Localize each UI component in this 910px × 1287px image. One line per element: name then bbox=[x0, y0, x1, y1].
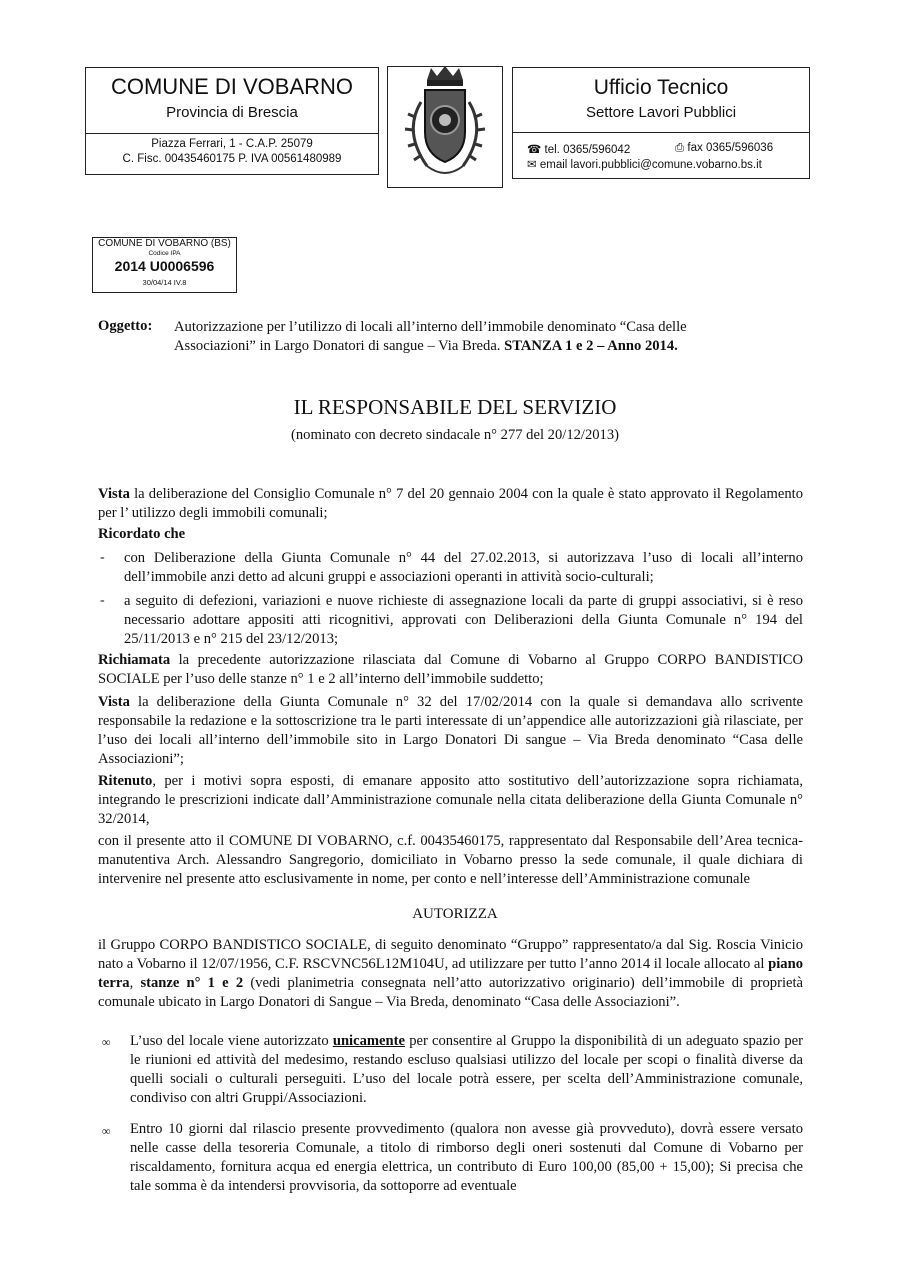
emphasis-unicamente: unicamente bbox=[332, 1033, 405, 1049]
recital-item-2: a seguito di defezioni, variazioni e nuove richieste di assegnazione locali da parte di gruppi associativi, si è reso necessario adottare appositi atti ricognitivi, approvati con Deliberazioni della Giunta Comunale n° 194 del 25/11/2013 e n° 215 del 23/12/2013; bbox=[124, 593, 803, 647]
document-title: IL RESPONSABILE DEL SERVIZIO bbox=[293, 395, 617, 419]
keyword-ricordato: Ricordato che bbox=[98, 526, 186, 542]
office-phone: tel. 0365/596042 bbox=[544, 144, 631, 156]
stamp-date: 30/04/14 IV.8 bbox=[142, 278, 187, 287]
paragraph-ritenuto: Ritenuto, per i motivi sopra esposti, di emanare apposito atto sostitutivo dell’autorizzazione sopra richiamata, integrando le prescrizioni indicate dall’Amministrazione comunale nella citata deliberazione della Giunta Comunale n° 32/2014, bbox=[98, 773, 803, 827]
keyword-ritenuto: Ritenuto bbox=[98, 773, 153, 789]
floor-label: piano terra bbox=[98, 956, 803, 991]
subject-label: Oggetto: bbox=[98, 318, 153, 334]
municipality-name: COMUNE DI VOBARNO bbox=[110, 74, 354, 99]
keyword-vista: Vista bbox=[98, 486, 130, 502]
phone-icon: ☎ bbox=[527, 144, 542, 156]
office-name: Ufficio Tecnico bbox=[593, 76, 729, 99]
stamp-code-label: Codice IPA bbox=[148, 250, 181, 257]
paragraph-vista-giunta: Vista la deliberazione della Giunta Comunale n° 32 del 17/02/2014 con la quale si demandava allo scrivente responsabile la redazione e la sottoscrizione tra le parti interessate di un’appendice alle autorizzazioni già rilasciate, per l’uso dei locali all’interno dell’immobile sito in Largo Donatori Di sangue – Via Breda denominato “Casa delle Associazioni”; bbox=[98, 694, 803, 767]
subject-text: Associazioni” in Largo Donatori di sangue – Via Breda. bbox=[174, 338, 505, 354]
office-email-line bbox=[527, 157, 762, 171]
paragraph-comune-representation: con il presente atto il COMUNE DI VOBARNO, c.f. 00435460175, rappresentato dal Responsabile dell’Area tecnica-manutentiva Arch. Alessandro Sangregorio, domiciliato in Vobarno presso la sede comunale, il quale dichiara di intervenire nel presente atto esclusivamente in nome, per conto e nell’interesse dell’Amministrazione comunale bbox=[98, 833, 803, 887]
recital-item-1: con Deliberazione della Giunta Comunale n° 44 del 27.02.2013, si autorizzava l’uso di locali all’interno dell’immobile anzi detto ad alcuni gruppi e associazioni operanti in attività socio-culturali; bbox=[124, 550, 803, 585]
keyword-vista: Vista bbox=[98, 694, 130, 710]
paragraph-authorization: il Gruppo CORPO BANDISTICO SOCIALE, di seguito denominato “Gruppo” rappresentato/a dal Sig. Roscia Vinicio nato a Vobarno il 12/07/1956, C.F. RSCVNC56L12M104U, ad utilizzare per tutto l’anno 2014 il locale allocato al piano terra, stanze n° 1 e 2 (vedi planimetria consegnata nell’atto autorizzativo originario) dell’immobile di proprietà comunale ubicato in Largo Donatori di Sangue – Via Breda, denominato “Casa delle Associazioni”. bbox=[98, 937, 804, 1010]
office-fax: fax 0365/596036 bbox=[687, 142, 774, 154]
rooms-label: stanze n° 1 e 2 bbox=[140, 975, 244, 991]
stamp-protocol-number: 2014 U0006596 bbox=[114, 258, 215, 274]
office-fax-line bbox=[675, 142, 773, 155]
municipality-address: Piazza Ferrari, 1 - C.A.P. 25079 bbox=[151, 138, 313, 150]
subject-line-1: Autorizzazione per l’utilizzo di locali all’interno dell’immobile denominato “Casa delle bbox=[174, 319, 687, 335]
document-subtitle: (nominato con decreto sindacale n° 277 del 20/12/2013) bbox=[290, 427, 620, 443]
autorizza-heading: AUTORIZZA bbox=[412, 906, 498, 922]
paragraph-richiamata: Richiamata la precedente autorizzazione rilasciata dal Comune di Vobarno al Gruppo CORPO BANDISTICO SOCIALE per l’uso delle stanze n° 1 e 2 all’interno dell’immobile suddetto; bbox=[98, 652, 803, 687]
fax-icon: ⎙ bbox=[675, 142, 685, 154]
province-name: Provincia di Brescia bbox=[166, 104, 298, 121]
header-divider-left bbox=[85, 133, 379, 134]
office-email: email lavori.pubblici@comune.vobarno.bs.it bbox=[539, 159, 762, 171]
dash-marker: - bbox=[100, 550, 105, 565]
paragraph-vista-regolamento: Vista la deliberazione del Consiglio Comunale n° 7 del 20 gennaio 2004 con la quale è stato approvato il Regolamento per l’ utilizzo degli immobili comunali; bbox=[98, 486, 803, 521]
condition-item-1: L’uso del locale viene autorizzato unicamente per consentire al Gruppo la disponibilità di un adeguato spazio per le riunioni ed attività del medesimo, restando escluso qualsiasi utilizzo del locale per scopi o finalità diverse da quelli sociali o culturali perseguiti. L’uso del locale potrà essere, per scelta dell’Amministrazione comunale, condiviso con altri Gruppi/Associazioni. bbox=[130, 1033, 803, 1106]
dash-marker: - bbox=[100, 593, 105, 608]
office-phone-line bbox=[527, 142, 630, 156]
coat-of-arms-icon bbox=[393, 62, 497, 186]
subject-line-2 bbox=[174, 337, 778, 356]
subject-room-year: STANZA 1 e 2 – Anno 2014. bbox=[504, 338, 678, 354]
condition-item-2: Entro 10 giorni dal rilascio presente provvedimento (qualora non avesse già provveduto), dovrà essere versato nelle casse della tesoreria Comunale, a titolo di rimborso degli oneri sostenuti dal Comune di Vobarno per riscaldamento, fornitura acqua ed energia elettrica, un contributo di Euro 100,00 (85,00 + 15,00); Si precisa che tale somma è da intendersi provvisoria, da sottoporre ad eventuale bbox=[130, 1121, 803, 1194]
bullet-marker: ∞ bbox=[102, 1124, 111, 1138]
office-sector: Settore Lavori Pubblici bbox=[585, 104, 737, 121]
email-icon: ✉ bbox=[527, 159, 537, 171]
bullet-marker: ∞ bbox=[102, 1035, 111, 1049]
stamp-entity: COMUNE DI VOBARNO (BS) bbox=[98, 238, 231, 249]
municipality-fiscal-codes: C. Fisc. 00435460175 P. IVA 00561480989 bbox=[122, 153, 342, 165]
header-divider-right bbox=[512, 132, 810, 133]
keyword-richiamata: Richiamata bbox=[98, 652, 171, 668]
